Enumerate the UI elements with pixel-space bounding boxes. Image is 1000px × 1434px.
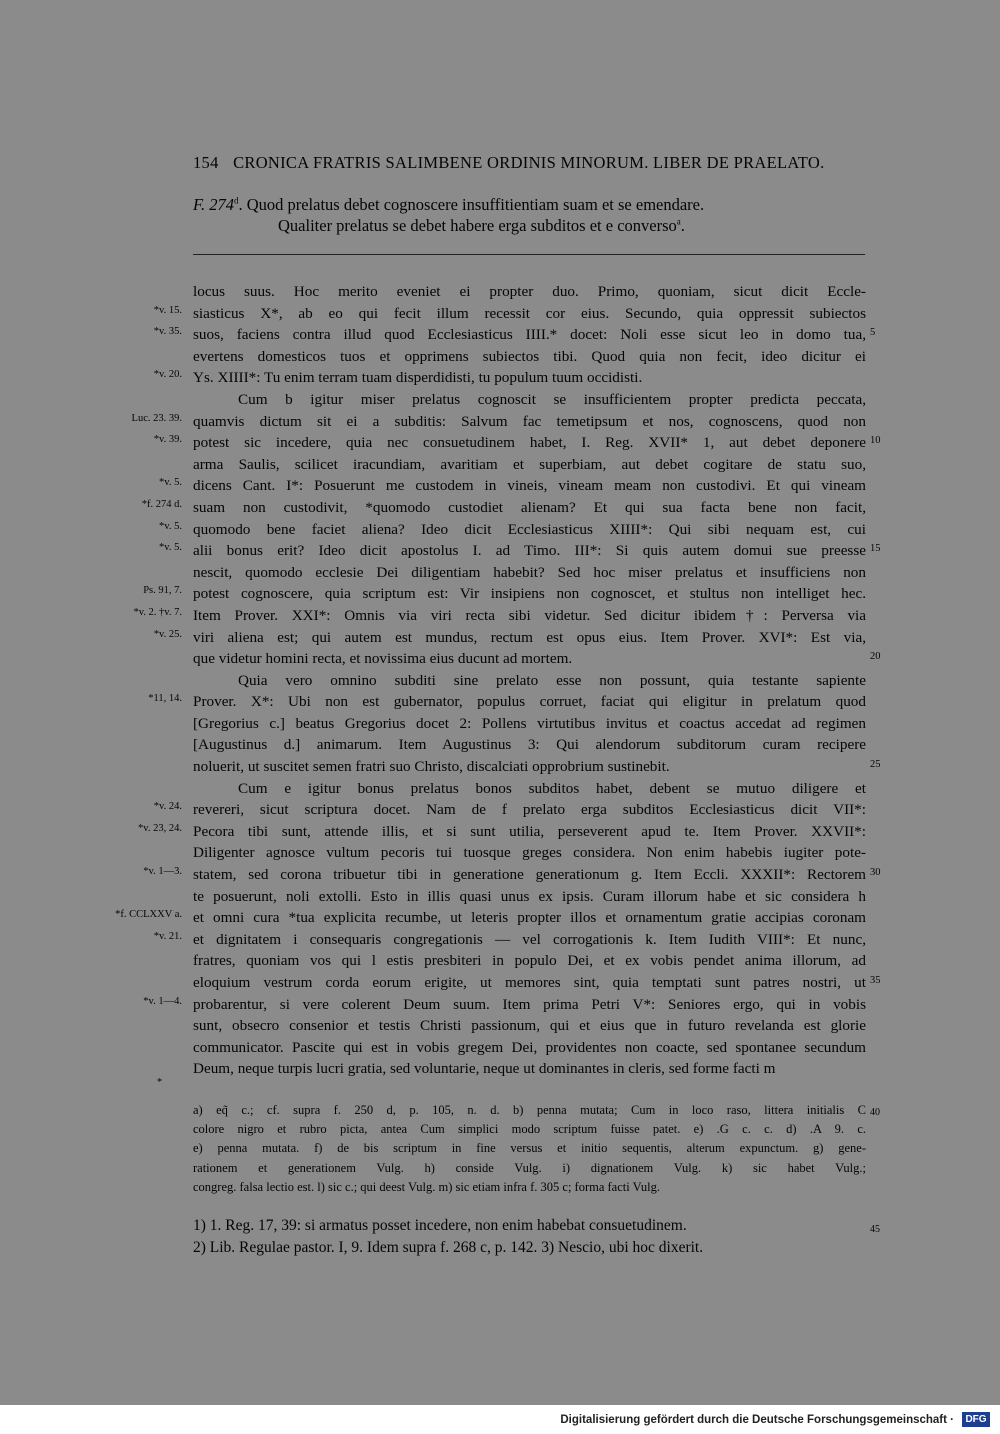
- line-text: Prover. X*: Ubi non est gubernator, populus corruet, faciat qui eligitur in prelatum quod: [193, 693, 866, 711]
- margin-reference: *f. CCLXXV a.: [115, 909, 182, 921]
- text-line: [0, 367, 1000, 389]
- text-line: [0, 778, 1000, 800]
- line-text: siasticus X*, ab eo qui fecit illum recessit cor eius. Secundo, quia oppressit subiectos: [193, 304, 866, 322]
- margin-reference: *v. 5.: [159, 477, 182, 489]
- margin-reference: *v. 24.: [153, 801, 182, 813]
- apparatus-text: colore nigro et rubro picta, antea Cum simplici modo scriptum fuisse patet. e) .G c. c. d) .A 9. c.: [193, 1122, 866, 1137]
- margin-reference: *v. 1—3.: [143, 866, 182, 878]
- text-line: [0, 756, 1000, 778]
- chapter-title-line-2: Qualiter prelatus se debet habere erga subditos et e converso: [278, 216, 677, 235]
- apparatus-line: [193, 1120, 866, 1139]
- chapter-title-line-1: Quod prelatus debet cognoscere insuffitientiam suam et se emendare.: [246, 195, 705, 214]
- source-text: 1) 1. Reg. 17, 39: si armatus posset incedere, non enim habebat consuetudinem.: [193, 1217, 687, 1234]
- line-text: Quia vero omnino subditi sine prelato esse non possunt, quia testante sapiente: [238, 671, 866, 689]
- line-text: noluerit, ut suscitet semen fratri suo Christo, discalciati opprobrium sustinebit.: [193, 758, 670, 776]
- margin-reference: Ps. 91, 7.: [143, 585, 182, 597]
- line-text: statem, sed corona tribuetur tibi in generatione generationum g. Item Eccli. XXXII*: Rectorem: [193, 866, 866, 884]
- margin-reference: *v. 20.: [153, 369, 182, 381]
- line-text: fratres, quoniam vos qui l estis presbiteri in populo Dei, et ex vobis pendet anima illorum, ad: [193, 952, 866, 970]
- source-note: [193, 1215, 880, 1237]
- margin-reference: *v. 1—4.: [143, 995, 182, 1007]
- text-line: [0, 324, 1000, 346]
- text-line: [0, 842, 1000, 864]
- margin-reference: *v. 15.: [153, 304, 182, 316]
- text-line: [0, 950, 1000, 972]
- apparatus-text: congreg. falsa lectio est. l) sic c.; qui deest Vulg. m) sic etiam infra f. 305 c; forma facti Vulg.: [193, 1179, 660, 1194]
- text-line: [0, 648, 1000, 670]
- main-text: [0, 281, 1000, 1080]
- line-number: 10: [870, 435, 881, 447]
- apparatus-line: [193, 1159, 866, 1178]
- line-text: arma Saulis, scilicet iracundiam, avaritiam et superbiam, aut debet cogitare de statu suo,: [193, 455, 866, 473]
- text-line: [0, 929, 1000, 951]
- text-line: [0, 994, 1000, 1016]
- apparatus-text: rationem et generationem Vulg. h) conside Vulg. i) dignationem Vulg. k) sic habet Vulg.;: [193, 1160, 866, 1175]
- apparatus-line: [193, 1139, 866, 1158]
- text-line: [0, 670, 1000, 692]
- line-text: probarentur, si vere colerent Deum suum. Item prima Petri V*: Seniores ergo, qui in vobis: [193, 995, 866, 1013]
- line-text: quomodo bene faciet aliena? Ideo dicit Ecclesiasticus XIIII*: Qui sibi nequam est, cui: [193, 520, 866, 538]
- text-line: [0, 281, 1000, 303]
- line-number: 45: [870, 1224, 880, 1235]
- text-line: [0, 734, 1000, 756]
- dfg-logo[interactable]: DFG: [962, 1412, 990, 1427]
- line-text: potest sic incedere, quia nec consuetudinem habet, I. Reg. XVII* 1, aut debet deponere: [193, 434, 866, 452]
- margin-reference: *v. 5.: [159, 520, 182, 532]
- line-text: alii bonus erit? Ideo dicit apostolus I. ad Timo. III*: Si quis autem domui sue preesse: [193, 542, 866, 560]
- text-line: [0, 454, 1000, 476]
- text-line: [0, 605, 1000, 627]
- text-line: [0, 562, 1000, 584]
- margin-reference: *f. 274 d.: [141, 498, 182, 510]
- line-text: Diligenter agnosce vultum pecoris tui tuosque greges considera. Non enim habebis iugiter pote-: [193, 844, 866, 862]
- apparatus-text: e) penna mutata. f) de bis scriptum in fine versus et initio sequentis, alterum expunctum. g) gene-: [193, 1141, 866, 1156]
- line-text: et dignitatem i consequaris congregationis — vel corrogationis k. Item Iudith VIII*: Et nunc,: [193, 930, 866, 948]
- line-text: sunt, obsecro consenior et testis Christi passionum, qui et eius que in futuro revelanda est glorie: [193, 1017, 866, 1035]
- margin-reference: *v. 35.: [153, 326, 182, 338]
- apparatus-text: a) eq̃ c.; cf. supra f. 250 d, p. 105, n. d. b) penna mutata; Cum in loco raso, littera initialis C: [193, 1103, 866, 1117]
- line-text: Ys. XIIII*: Tu enim terram tuam disperdidisti, tu populum tuum occidisti.: [193, 369, 643, 387]
- margin-reference: *v. 2. †v. 7.: [133, 606, 182, 618]
- apparatus-line: [193, 1101, 880, 1120]
- line-number: 15: [870, 543, 881, 555]
- line-text: Pecora tibi sunt, attende illis, et si sunt utilia, perseverent apud te. Item Prover. XXVII*:: [193, 822, 866, 840]
- text-line: [0, 540, 1000, 562]
- line-number: 35: [870, 975, 881, 986]
- text-line: [0, 519, 1000, 541]
- text-line: [0, 411, 1000, 433]
- line-number: 5: [870, 327, 876, 339]
- folio-sup: d: [233, 195, 239, 206]
- line-number: 20: [870, 651, 881, 663]
- margin-reference: *v. 39.: [153, 434, 182, 446]
- text-line: [0, 497, 1000, 519]
- text-line: [0, 432, 1000, 454]
- apparatus-line: [193, 1178, 866, 1197]
- line-text: dicens Cant. I*: Posuerunt me custodem in vineis, vineam meam non custodivi. Et qui vineam: [193, 477, 866, 495]
- heading-rule: [193, 254, 865, 255]
- text-line: [0, 346, 1000, 368]
- line-text: Cum b igitur miser prelatus cognoscit se insufficientem propter predicta peccata,: [238, 390, 866, 408]
- line-text: [Gregorius c.] beatus Gregorius docet 2: Pollens virtutibus invitus et coactus accedat ad regimen: [193, 714, 866, 732]
- source-footnotes: [193, 1215, 880, 1259]
- text-line: [0, 1037, 1000, 1059]
- margin-reference: *v. 5.: [159, 542, 182, 554]
- line-text: et omni cura *tua explicita recumbe, ut leteris propter illos et ornamentum gratie accipias coronam: [193, 909, 866, 927]
- line-text: nescit, quomodo ecclesie Dei diligentiam habebit? Sed hoc miser prelatus et insufficiens non: [193, 563, 866, 581]
- funding-note: Digitalisierung gefördert durch die Deutsche Forschungsgemeinschaft ·: [560, 1414, 954, 1426]
- text-line: [0, 475, 1000, 497]
- line-text: te posuerunt, noli extolli. Esto in illis quasi unus ex ipsis. Curam illorum habe et sic considera h: [193, 887, 866, 905]
- line-number: 25: [870, 759, 881, 771]
- margin-reference: *v. 25.: [153, 628, 182, 640]
- text-line: [0, 1015, 1000, 1037]
- line-text: eloquium vestrum corda eorum erigite, ut memores sint, quia temptati sunt patres nostri, ut: [193, 974, 866, 991]
- line-text: Deum, neque turpis lucri gratia, sed voluntarie, neque ut dominantes in cleris, sed forme facti m: [193, 1060, 776, 1078]
- text-line: [0, 821, 1000, 843]
- line-text: viri aliena est; qui autem est mundus, rectum est opus eius. Item Prover. XVI*: Est via,: [193, 628, 866, 646]
- text-line: [0, 691, 1000, 713]
- line-text: locus suus. Hoc merito eveniet ei propter duo. Primo, quoniam, sicut dicit Eccle-: [193, 283, 866, 300]
- page-number: 154: [193, 153, 219, 172]
- margin-reference: Luc. 23. 39.: [131, 412, 182, 424]
- text-line: [0, 972, 1000, 994]
- source-text: 2) Lib. Regulae pastor. I, 9. Idem supra f. 268 c, p. 142. 3) Nescio, ubi hoc dixerit.: [193, 1239, 704, 1256]
- line-text: revereri, sicut scriptura docet. Nam de f prelato erga subditos Ecclesiasticus dicit VII*:: [193, 801, 866, 819]
- line-text: Item Prover. XXI*: Omnis via viri recta sibi videtur. Sed dicitur ibidem†: Perversa via: [193, 606, 866, 624]
- text-line: [0, 886, 1000, 908]
- chapter-title-sup: a: [676, 216, 681, 227]
- line-text: que videtur homini recta, et novissima eius ducunt ad mortem.: [193, 650, 573, 668]
- footer-bar: [0, 1405, 1000, 1434]
- textual-apparatus: [193, 1101, 880, 1197]
- line-text: communicator. Pascite qui est in vobis gregem Dei, providentes non coacte, sed spontanee secundum: [193, 1038, 866, 1056]
- text-line: [0, 907, 1000, 929]
- chapter-heading: F. 274$^d$. Quod prelatus debet cognoscere insuffitientiam suam et se emendare. Qualiter prelatus se debet habere erga subditos et e converso$^a$.: [193, 195, 705, 235]
- text-line: [0, 864, 1000, 886]
- stray-mark: *: [157, 1077, 162, 1088]
- margin-reference: *11, 14.: [148, 693, 182, 705]
- source-note: [193, 1237, 866, 1259]
- running-title: CRONICA FRATRIS SALIMBENE ORDINIS MINORUM. LIBER DE PRAELATO.: [233, 153, 825, 172]
- line-text: [Augustinus d.] animarum. Item Augustinus 3: Qui alendorum subditorum curam recipere: [193, 736, 866, 754]
- text-line: [0, 583, 1000, 605]
- text-line: [0, 799, 1000, 821]
- line-text: evertens domesticos tuos et opprimens subiectos tibi. Quod quia non fecit, ideo dicitur ei: [193, 347, 866, 365]
- folio-reference: F. 274: [193, 195, 234, 214]
- running-header: [193, 153, 825, 173]
- line-text: quamvis dictum sit ei a subditis: Salvum fac temetipsum et nos, cognoscens, quod non: [193, 412, 866, 430]
- line-number: 30: [870, 867, 881, 879]
- margin-reference: *v. 23, 24.: [138, 822, 182, 834]
- margin-reference: *v. 21.: [153, 930, 182, 942]
- text-line: [0, 303, 1000, 325]
- text-line: [0, 627, 1000, 649]
- text-line: [0, 713, 1000, 735]
- text-line: [0, 389, 1000, 411]
- line-text: suam non custodivit, *quomodo custodiet alienam? Et qui sua facta bene non facit,: [193, 498, 866, 516]
- line-text: potest cognoscere, quia scriptum est: Vir insipiens non cognoscet, et stultus non intelliget hec.: [193, 585, 866, 603]
- line-text: Cum e igitur bonus prelatus bonos subditos habet, debent se mutuo diligere et: [238, 779, 866, 797]
- text-line: [0, 1058, 1000, 1080]
- chapter-title-end: .: [680, 216, 685, 235]
- line-number: 40: [870, 1107, 880, 1118]
- line-text: suos, faciens contra illud quod Ecclesiasticus IIII.* docet: Noli esse sicut leo in domo tua,: [193, 326, 866, 344]
